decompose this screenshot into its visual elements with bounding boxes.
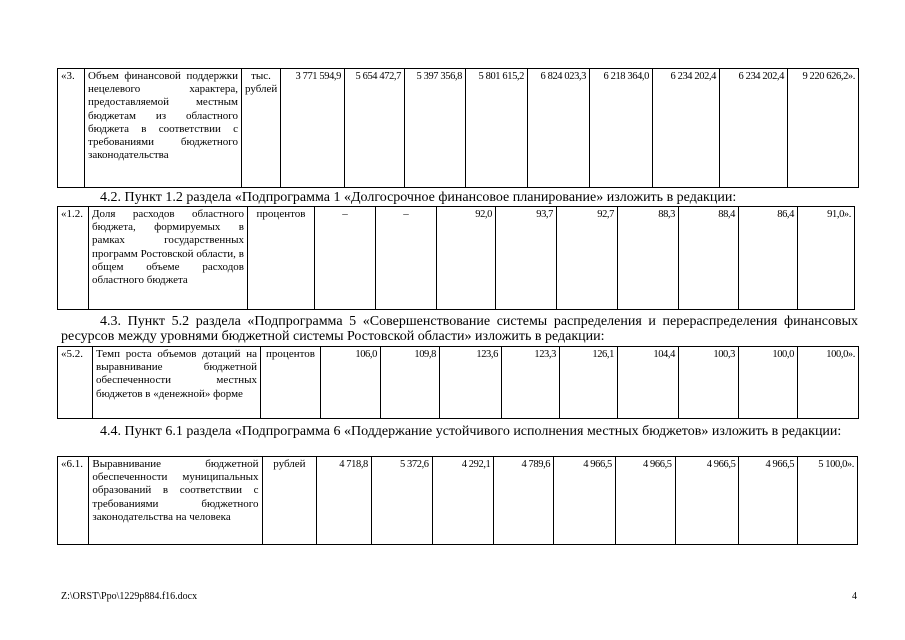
value-cell: 92,7: [557, 207, 618, 310]
row-number: «3.: [58, 69, 85, 188]
unit: процентов: [248, 207, 315, 310]
paragraph-4-3: 4.3. Пункт 5.2 раздела «Подпрограмма 5 «Совершенствование системы распределения и перераспределения финансовых ресурсов между уровнями бюджетной системы Ростовской области» изложить в редакции:: [61, 314, 858, 344]
value-cell: 5 801 615,2: [466, 69, 528, 188]
indicator-name: Доля расходов областного бюджета, формируемых в рамках государственных программ Ростовской области, в общем объеме расходов областного бюджета: [89, 207, 248, 310]
value-cell: 123,6: [440, 347, 502, 419]
value-cell: 92,0: [437, 207, 496, 310]
value-cell: –: [376, 207, 437, 310]
unit: процентов: [261, 347, 321, 419]
value-cell: 126,1: [560, 347, 618, 419]
value-cell: 106,0: [321, 347, 381, 419]
table-row-3: [57, 68, 859, 188]
value-cell: –: [315, 207, 376, 310]
value-cell: 4 966,5: [739, 457, 798, 545]
indicator-name: Темп роста объемов дотаций на выравнивание бюджетной обеспеченности местных бюджетов в «денежной» форме: [93, 347, 261, 419]
value-cell: 4 718,8: [317, 457, 372, 545]
indicator-name: Выравнивание бюджетной обеспеченности муниципальных образований в соответствии с требованиями бюджетного законодательства на человека: [89, 457, 262, 545]
unit: тыс. рублей: [242, 69, 281, 188]
unit: рублей: [262, 457, 317, 545]
footer-file-path: Z:\ORST\Ppo\1229p884.f16.docx: [61, 591, 198, 602]
value-cell: 93,7: [496, 207, 557, 310]
value-cell: 4 966,5: [554, 457, 616, 545]
value-cell: 5 397 356,8: [405, 69, 466, 188]
value-cell: 88,4: [679, 207, 739, 310]
value-cell: 6 234 202,4: [653, 69, 720, 188]
value-cell: 91,0».: [798, 207, 855, 310]
value-cell: 100,0».: [798, 347, 859, 419]
value-cell: 5 372,6: [371, 457, 432, 545]
table-row-6-1: [57, 456, 858, 545]
value-cell: 6 218 364,0: [590, 69, 653, 188]
table-row-5-2: [57, 346, 859, 419]
page-number: 4: [852, 591, 857, 602]
value-cell: 100,0: [739, 347, 798, 419]
value-cell: 100,3: [679, 347, 739, 419]
value-cell: 86,4: [739, 207, 798, 310]
value-cell: 123,3: [502, 347, 560, 419]
row-number: «6.1.: [58, 457, 89, 545]
value-cell: 6 824 023,3: [528, 69, 590, 188]
table-row-1-2: [57, 206, 855, 310]
value-cell: 3 771 594,9: [281, 69, 345, 188]
value-cell: 9 220 626,2».: [788, 69, 859, 188]
paragraph-4-2: 4.2. Пункт 1.2 раздела «Подпрограмма 1 «Долгосрочное финансовое планирование» изложить в редакции:: [100, 190, 737, 205]
row-number: «1.2.: [58, 207, 89, 310]
paragraph-4-4: 4.4. Пункт 6.1 раздела «Подпрограмма 6 «Поддержание устойчивого исполнения местных бюджетов» изложить в редакции:: [100, 424, 842, 439]
value-cell: 109,8: [381, 347, 440, 419]
value-cell: 5 654 472,7: [345, 69, 405, 188]
value-cell: 4 966,5: [675, 457, 739, 545]
value-cell: 88,3: [618, 207, 679, 310]
value-cell: 6 234 202,4: [720, 69, 788, 188]
value-cell: 4 966,5: [615, 457, 675, 545]
value-cell: 5 100,0».: [798, 457, 858, 545]
value-cell: 4 292,1: [432, 457, 494, 545]
row-number: «5.2.: [58, 347, 93, 419]
value-cell: 4 789,6: [494, 457, 554, 545]
indicator-name: Объем финансовой поддержки нецелевого характера, предоставляемой местным бюджетам из областного бюджета в соответствии с требованиями бюджетного законодательства: [85, 69, 242, 188]
value-cell: 104,4: [618, 347, 679, 419]
